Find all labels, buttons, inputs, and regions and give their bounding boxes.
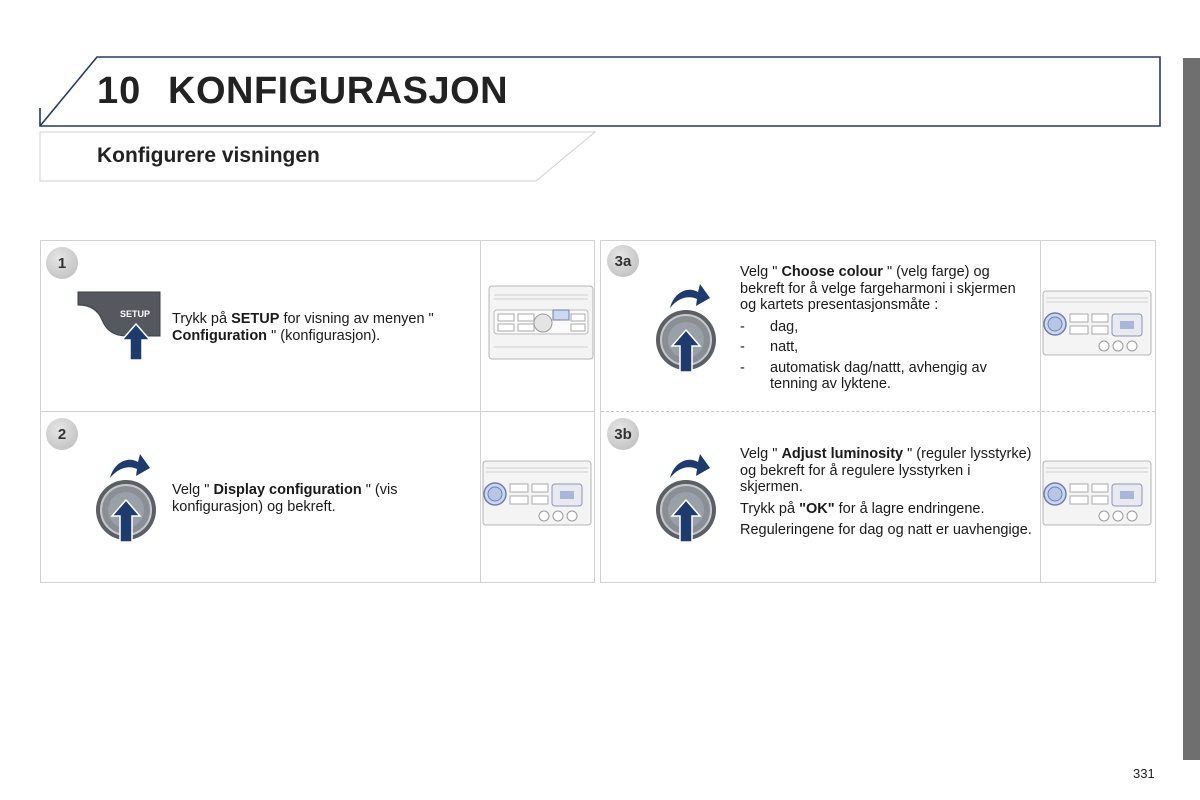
dashed-divider: [601, 411, 1155, 412]
step-2-text: Velg " Display configuration " (vis konfigurasjon) og bekreft.: [172, 482, 398, 515]
chapter-tab-bar: [1183, 58, 1200, 760]
radio-panel-knob-icon: [482, 460, 592, 526]
divider: [41, 411, 594, 412]
radio-panel-setup-icon: [488, 285, 594, 360]
rotary-knob-icon: [96, 448, 160, 546]
setup-key-label: SETUP: [119, 309, 151, 319]
step-1-text: Trykk på SETUP for visning av menyen " Configuration " (konfigurasjon).: [172, 311, 434, 344]
step-3b-text: Velg " Adjust luminosity " (reguler lysstyrke) og bekreft for å regulere lysstyrken i skjermen. Trykk på "OK" for å lagre endringene. Reguleringene for dag og natt er uavhengige.: [740, 446, 1032, 538]
step-badge-3b: 3b: [607, 418, 639, 450]
colour-options-list: [740, 319, 1035, 393]
chapter-title: KONFIGURASJON: [168, 70, 509, 112]
setup-key-icon: [76, 290, 166, 362]
list-item: - automatisk dag/nattt, avhengig av tenning av lyktene.: [740, 360, 1035, 393]
step-3a-text: Velg " Choose colour " (velg farge) og bekreft for å velge fargeharmoni i skjermen og kartets presentasjonsmåte : - dag, - natt, - automatisk dag/nattt, avhengig av tenning av lyktene.: [740, 264, 1035, 397]
section-title: Konfigurere visningen: [97, 144, 320, 167]
rotary-knob-icon: [656, 278, 720, 376]
page-number: 331: [1133, 766, 1155, 781]
radio-panel-knob-icon: [1042, 290, 1152, 356]
step-badge-3a: 3a: [607, 245, 639, 277]
radio-panel-knob-icon: [1042, 460, 1152, 526]
step-badge-1: 1: [46, 247, 78, 279]
chapter-number: 10: [97, 70, 142, 112]
rotary-knob-icon: [656, 448, 720, 546]
list-item: - dag,: [740, 319, 1035, 336]
step-badge-2: 2: [46, 418, 78, 450]
list-item: - natt,: [740, 339, 1035, 356]
